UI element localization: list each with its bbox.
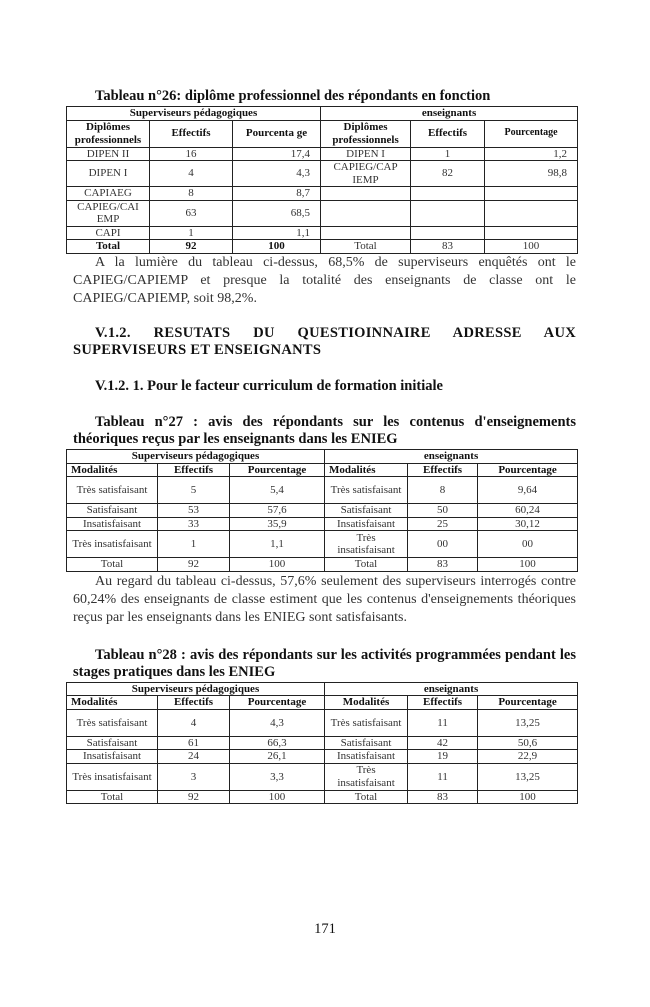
section-heading-text: V.1.2. RESUTATS DU QUESTIOINNAIRE ADRESSE AUX SUPERVISEURS ET ENSEIGNANTS xyxy=(73,325,576,359)
cell-label: DIPEN I xyxy=(67,161,150,187)
cell-pourcentage: 30,12 xyxy=(478,517,578,531)
group-superviseurs: Superviseurs pédagogiques xyxy=(67,107,321,121)
cell-effectifs xyxy=(411,200,485,226)
cell-total-effectifs: 92 xyxy=(158,790,230,804)
table-28 xyxy=(66,682,578,805)
cell-modalite: Satisfaisant xyxy=(325,736,408,750)
cell-total-label: Total xyxy=(321,240,411,254)
cell-effectifs: 4 xyxy=(158,709,230,736)
cell-pourcentage: 98,8 xyxy=(485,161,578,187)
group-superviseurs: Superviseurs pédagogiques xyxy=(67,682,325,696)
cell-pourcentage: 17,4 xyxy=(233,147,321,161)
cell-total-label: Total xyxy=(67,558,158,572)
table-28-caption-prefix: Tableau n°28 xyxy=(95,646,177,663)
cell-effectifs: 1 xyxy=(411,147,485,161)
cell-total-label: Total xyxy=(325,790,408,804)
cell-label: CAPI xyxy=(67,226,150,240)
document-page xyxy=(73,88,576,804)
cell-modalite: Très insatisfaisant xyxy=(67,531,158,558)
group-enseignants: enseignants xyxy=(325,450,578,464)
cell-modalite: Très satisfaisant xyxy=(325,477,408,504)
table-row xyxy=(67,161,578,187)
cell-pourcentage: 13,25 xyxy=(478,763,578,790)
col-diplomes-left: Diplômes professionnels xyxy=(67,120,150,147)
cell-pourcentage: 57,6 xyxy=(230,504,325,518)
col-effectifs-left: Effectifs xyxy=(158,463,230,477)
cell-pourcentage: 13,25 xyxy=(478,709,578,736)
col-pourcentage-right: Pourcentage xyxy=(478,463,578,477)
cell-effectifs: 3 xyxy=(158,763,230,790)
cell-effectifs: 53 xyxy=(158,504,230,518)
table-26 xyxy=(66,106,578,254)
cell-pourcentage: 1,1 xyxy=(230,531,325,558)
cell-pourcentage: 1,1 xyxy=(233,226,321,240)
cell-total-effectifs: 83 xyxy=(411,240,485,254)
table-28-column-header xyxy=(67,696,578,710)
group-enseignants: enseignants xyxy=(325,682,578,696)
cell-total-effectifs: 92 xyxy=(150,240,233,254)
cell-label: CAPIAEG xyxy=(67,187,150,201)
table-total-row xyxy=(67,790,578,804)
cell-pourcentage: 66,3 xyxy=(230,736,325,750)
table-row xyxy=(67,504,578,518)
cell-pourcentage xyxy=(485,187,578,201)
table-total-row xyxy=(67,240,578,254)
cell-label: DIPEN I xyxy=(321,147,411,161)
table-row xyxy=(67,709,578,736)
cell-effectifs: 42 xyxy=(408,736,478,750)
table-row xyxy=(67,517,578,531)
cell-total-label: Total xyxy=(67,790,158,804)
cell-effectifs: 4 xyxy=(150,161,233,187)
table-row xyxy=(67,763,578,790)
table-26-caption-prefix: Tableau n°26 xyxy=(95,88,177,104)
col-modalites-right: Modalités xyxy=(325,463,408,477)
table-27-caption-text: : avis des répondants sur les contenus d'enseignements théoriques reçus par les enseignants dans les ENIEG xyxy=(73,414,576,448)
cell-modalite: Insatisfaisant xyxy=(325,750,408,764)
cell-modalite: Satisfaisant xyxy=(67,504,158,518)
group-superviseurs: Superviseurs pédagogiques xyxy=(67,450,325,464)
col-effectifs-right: Effectifs xyxy=(411,120,485,147)
cell-total-effectifs: 83 xyxy=(408,790,478,804)
cell-effectifs: 1 xyxy=(150,226,233,240)
cell-pourcentage: 4,3 xyxy=(233,161,321,187)
cell-pourcentage xyxy=(485,226,578,240)
cell-label xyxy=(321,200,411,226)
cell-modalite: Très insatisfaisant xyxy=(325,531,408,558)
col-modalites-right: Modalités xyxy=(325,696,408,710)
paragraph-table-26-analysis: A la lumière du tableau ci-dessus, 68,5% de superviseurs enquêtés ont le CAPIEG/CAPIEMP et presque la totalité des enseignants de classe ont le CAPIEG/CAPIEMP, soit 98,2%. xyxy=(73,254,576,307)
cell-modalite: Très satisfaisant xyxy=(67,477,158,504)
table-26-caption xyxy=(73,88,576,105)
subsection-heading: V.1.2. 1. Pour le facteur curriculum de formation initiale xyxy=(95,378,443,395)
cell-effectifs: 00 xyxy=(408,531,478,558)
cell-pourcentage: 00 xyxy=(478,531,578,558)
col-effectifs-right: Effectifs xyxy=(408,696,478,710)
cell-pourcentage: 50,6 xyxy=(478,736,578,750)
cell-effectifs: 11 xyxy=(408,763,478,790)
cell-effectifs: 11 xyxy=(408,709,478,736)
table-26-caption-text: : diplôme professionnel des répondants en fonction xyxy=(176,88,491,104)
cell-total-pourcentage: 100 xyxy=(230,790,325,804)
cell-label: CAPIEG/CAP IEMP xyxy=(321,161,411,187)
cell-modalite: Satisfaisant xyxy=(67,736,158,750)
cell-total-effectifs: 92 xyxy=(158,558,230,572)
section-heading xyxy=(73,325,576,359)
col-modalites-left: Modalités xyxy=(67,463,158,477)
cell-modalite: Satisfaisant xyxy=(325,504,408,518)
col-pourcentage-right: Pourcentage xyxy=(478,696,578,710)
cell-effectifs: 50 xyxy=(408,504,478,518)
cell-effectifs: 61 xyxy=(158,736,230,750)
cell-label xyxy=(321,226,411,240)
cell-effectifs: 25 xyxy=(408,517,478,531)
cell-pourcentage xyxy=(485,200,578,226)
cell-effectifs: 19 xyxy=(408,750,478,764)
cell-effectifs: 24 xyxy=(158,750,230,764)
col-modalites-left: Modalités xyxy=(67,696,158,710)
col-pourcentage-right: Pourcentage xyxy=(485,120,578,147)
cell-modalite: Insatisfaisant xyxy=(67,750,158,764)
table-27-group-header xyxy=(67,450,578,464)
cell-total-pourcentage: 100 xyxy=(478,790,578,804)
cell-total-pourcentage: 100 xyxy=(478,558,578,572)
table-row xyxy=(67,477,578,504)
table-total-row xyxy=(67,558,578,572)
cell-pourcentage: 26,1 xyxy=(230,750,325,764)
cell-modalite: Très insatisfaisant xyxy=(67,763,158,790)
cell-effectifs: 1 xyxy=(158,531,230,558)
table-row xyxy=(67,226,578,240)
table-26-column-header xyxy=(67,120,578,147)
cell-effectifs xyxy=(411,187,485,201)
cell-effectifs: 5 xyxy=(158,477,230,504)
cell-total-pourcentage: 100 xyxy=(233,240,321,254)
table-row xyxy=(67,531,578,558)
cell-pourcentage: 35,9 xyxy=(230,517,325,531)
cell-total-pourcentage: 100 xyxy=(230,558,325,572)
col-diplomes-right: Diplômes professionnels xyxy=(321,120,411,147)
cell-modalite: Insatisfaisant xyxy=(67,517,158,531)
cell-modalite: Insatisfaisant xyxy=(325,517,408,531)
cell-pourcentage: 3,3 xyxy=(230,763,325,790)
page-number: 171 xyxy=(314,921,336,937)
col-pourcentage-left: Pourcentage xyxy=(230,696,325,710)
cell-total-label: Total xyxy=(67,240,150,254)
cell-total-pourcentage: 100 xyxy=(485,240,578,254)
cell-total-label: Total xyxy=(325,558,408,572)
table-27 xyxy=(66,449,578,572)
cell-pourcentage: 8,7 xyxy=(233,187,321,201)
table-row xyxy=(67,736,578,750)
col-pourcentage-left: Pourcentage xyxy=(230,463,325,477)
cell-effectifs: 16 xyxy=(150,147,233,161)
cell-effectifs: 63 xyxy=(150,200,233,226)
cell-pourcentage: 9,64 xyxy=(478,477,578,504)
cell-effectifs: 82 xyxy=(411,161,485,187)
cell-pourcentage: 5,4 xyxy=(230,477,325,504)
col-effectifs-left: Effectifs xyxy=(158,696,230,710)
cell-label: DIPEN II xyxy=(67,147,150,161)
table-28-group-header xyxy=(67,682,578,696)
table-27-caption-prefix: Tableau n°27 xyxy=(95,414,183,431)
cell-pourcentage: 1,2 xyxy=(485,147,578,161)
table-row xyxy=(67,750,578,764)
table-row xyxy=(67,147,578,161)
table-27-column-header xyxy=(67,463,578,477)
cell-modalite: Très satisfaisant xyxy=(325,709,408,736)
cell-pourcentage: 22,9 xyxy=(478,750,578,764)
table-28-caption-text: : avis des répondants sur les activités programmées pendant les stages pratiques dans les ENIEG xyxy=(73,646,577,680)
cell-total-effectifs: 83 xyxy=(408,558,478,572)
cell-effectifs: 33 xyxy=(158,517,230,531)
table-row xyxy=(67,200,578,226)
cell-pourcentage: 60,24 xyxy=(478,504,578,518)
cell-effectifs: 8 xyxy=(150,187,233,201)
cell-effectifs xyxy=(411,226,485,240)
col-effectifs-left: Effectifs xyxy=(150,120,233,147)
cell-label xyxy=(321,187,411,201)
cell-modalite: Très satisfaisant xyxy=(67,709,158,736)
cell-pourcentage: 4,3 xyxy=(230,709,325,736)
table-26-group-header xyxy=(67,107,578,121)
group-enseignants: enseignants xyxy=(321,107,578,121)
cell-label: CAPIEG/CAI EMP xyxy=(67,200,150,226)
cell-pourcentage: 68,5 xyxy=(233,200,321,226)
paragraph-table-27-analysis: Au regard du tableau ci-dessus, 57,6% seulement des superviseurs interrogés contre 60,24% des enseignants de classe estiment que les contenus d'enseignements théoriques reçus par les enseignants dans les ENIEG sont satisfaisants. xyxy=(73,573,576,626)
cell-effectifs: 8 xyxy=(408,477,478,504)
col-effectifs-right: Effectifs xyxy=(408,463,478,477)
cell-modalite: Très insatisfaisant xyxy=(325,763,408,790)
col-pourcentage-left: Pourcenta ge xyxy=(233,120,321,147)
table-28-caption xyxy=(73,647,576,681)
table-27-caption xyxy=(73,414,576,448)
table-row xyxy=(67,187,578,201)
